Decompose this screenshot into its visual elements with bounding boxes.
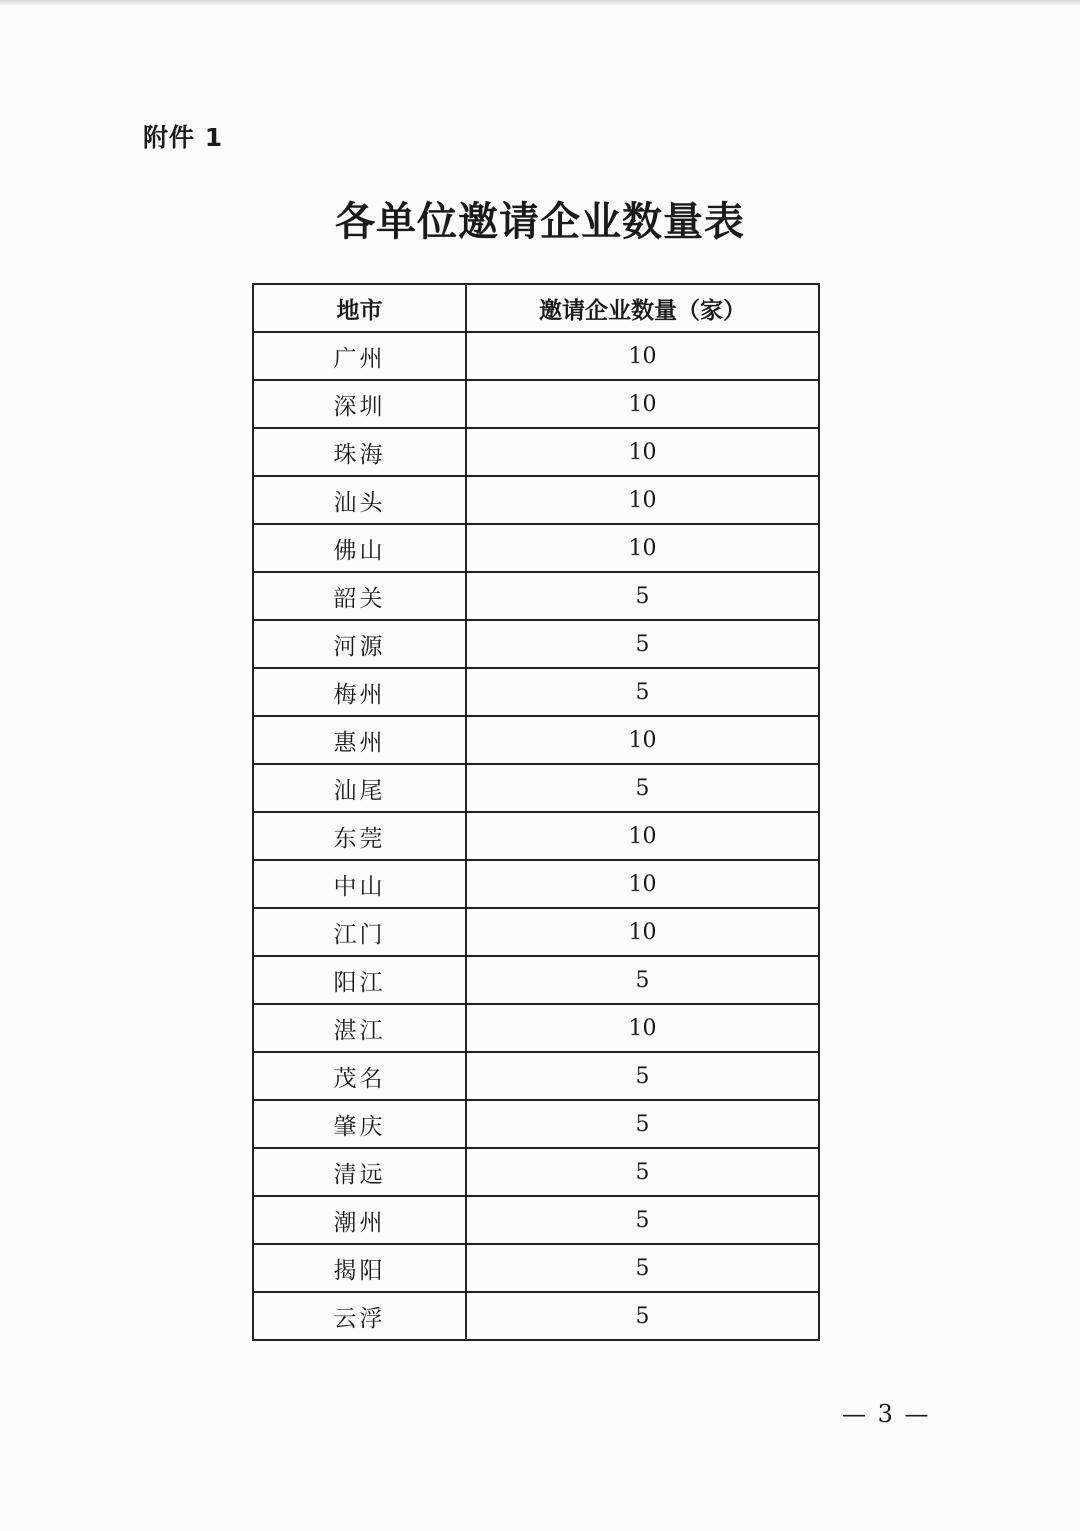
table-row [253,1052,819,1100]
table-row [253,1148,819,1196]
count-cell: 5 [466,956,819,1004]
table-row [253,524,819,572]
header-count: 邀请企业数量（家） [466,284,819,332]
city-cell: 东莞 [253,812,466,860]
table-header-row [253,284,819,332]
count-cell: 5 [466,1100,819,1148]
count-cell: 5 [466,572,819,620]
city-cell: 韶关 [253,572,466,620]
city-cell: 江门 [253,908,466,956]
table-row [253,428,819,476]
city-cell: 惠州 [253,716,466,764]
count-cell: 10 [466,380,819,428]
city-cell: 广州 [253,332,466,380]
city-cell: 阳江 [253,956,466,1004]
attachment-label: 附件 1 [143,123,224,152]
page-number: — 3 — [842,1400,931,1428]
count-cell: 10 [466,716,819,764]
table-row [253,380,819,428]
table-row [253,956,819,1004]
count-cell: 5 [466,1292,819,1340]
count-cell: 10 [466,476,819,524]
count-cell: 5 [466,1052,819,1100]
city-cell: 珠海 [253,428,466,476]
table-row [253,332,819,380]
count-cell: 10 [466,332,819,380]
city-cell: 深圳 [253,380,466,428]
count-cell: 5 [466,620,819,668]
count-cell: 10 [466,908,819,956]
scan-top-edge [0,0,1080,6]
table-row [253,668,819,716]
city-cell: 汕头 [253,476,466,524]
city-cell: 梅州 [253,668,466,716]
count-cell: 10 [466,860,819,908]
city-cell: 湛江 [253,1004,466,1052]
count-cell: 5 [466,668,819,716]
city-cell: 潮州 [253,1196,466,1244]
table-row [253,764,819,812]
table-row [253,860,819,908]
count-cell: 10 [466,524,819,572]
table-row [253,572,819,620]
header-city: 地市 [253,284,466,332]
city-cell: 揭阳 [253,1244,466,1292]
table-row [253,1244,819,1292]
company-count-table [252,283,820,1341]
table-row [253,476,819,524]
city-cell: 清远 [253,1148,466,1196]
count-cell: 10 [466,428,819,476]
table-row [253,716,819,764]
city-cell: 云浮 [253,1292,466,1340]
count-cell: 5 [466,1244,819,1292]
table-row [253,620,819,668]
count-cell: 5 [466,764,819,812]
city-cell: 河源 [253,620,466,668]
city-cell: 佛山 [253,524,466,572]
city-cell: 茂名 [253,1052,466,1100]
table-row [253,908,819,956]
count-cell: 5 [466,1148,819,1196]
count-cell: 10 [466,812,819,860]
table-row [253,1196,819,1244]
table-row [253,812,819,860]
count-cell: 10 [466,1004,819,1052]
city-cell: 汕尾 [253,764,466,812]
count-cell: 5 [466,1196,819,1244]
city-cell: 肇庆 [253,1100,466,1148]
table-row [253,1292,819,1340]
table-row [253,1004,819,1052]
table-row [253,1100,819,1148]
city-cell: 中山 [253,860,466,908]
page-title: 各单位邀请企业数量表 [335,198,745,245]
